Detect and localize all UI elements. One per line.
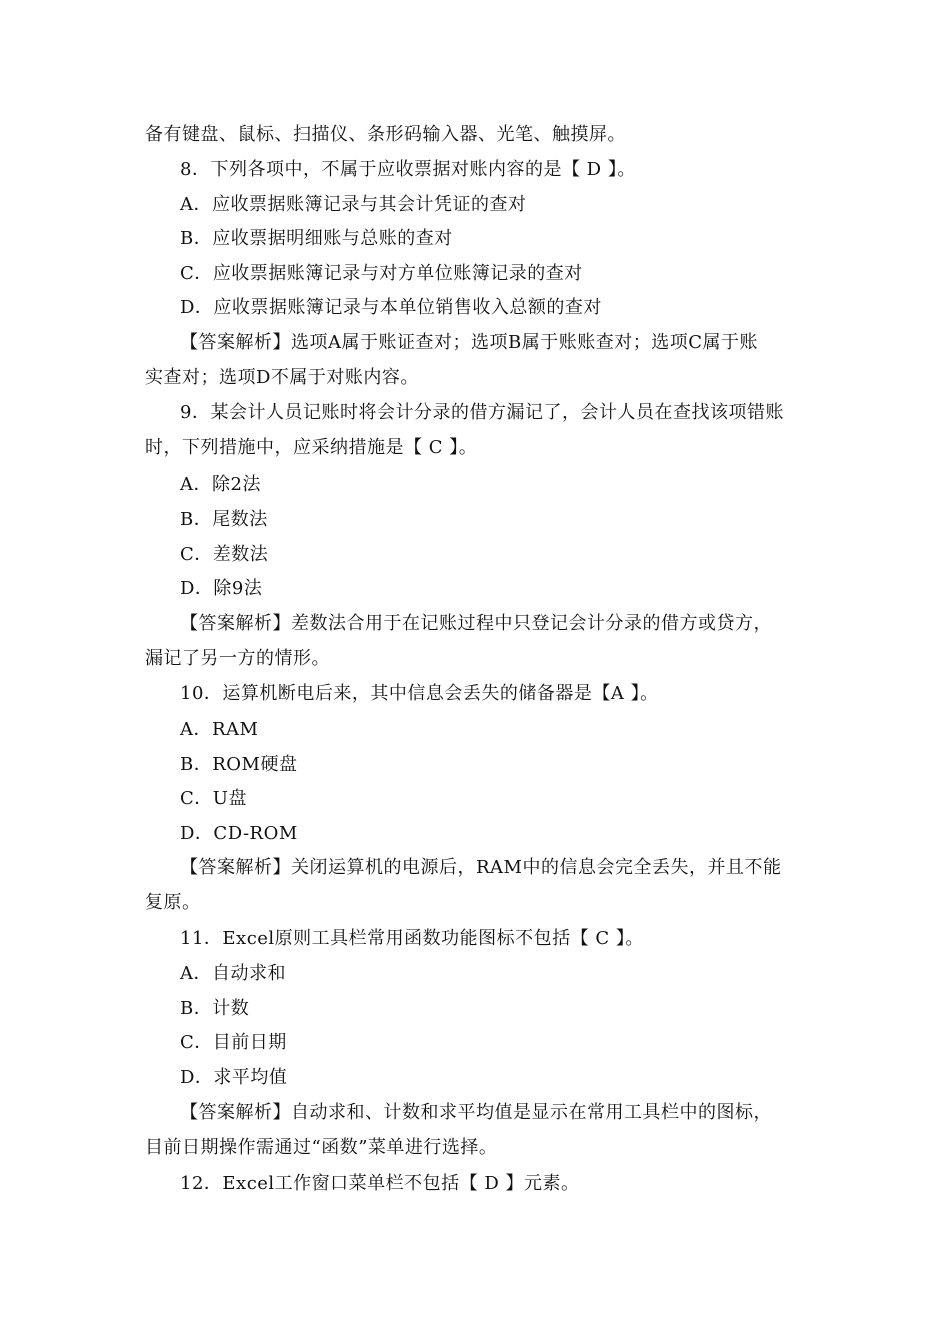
question-8-analysis: 【答案解析】选项A属于账证查对；选项B属于账账查对；选项C属于账 (180, 332, 758, 353)
question-8: 8．下列各项中，不属于应收票据对账内容的是【 D 】。 (180, 159, 636, 180)
question-11-option-c: C．目前日期 (180, 1032, 287, 1053)
question-10-option-d: D．CD-ROM (180, 823, 298, 844)
question-10-analysis: 【答案解析】关闭运算机的电源后，RAM中的信息会完全丢失，并且不能 (180, 857, 782, 878)
question-9-option-c: C．差数法 (180, 544, 269, 565)
question-9-option-b: B．尾数法 (180, 509, 268, 530)
question-8-option-a: A．应收票据账簿记录与其会计凭证的查对 (180, 194, 527, 215)
question-11-analysis-continued: 目前日期操作需通过“函数”菜单进行选择。 (145, 1137, 498, 1158)
question-10-analysis-continued: 复原。 (145, 892, 201, 913)
question-9-analysis: 【答案解析】差数法合用于在记账过程中只登记会计分录的借方或贷方， (180, 613, 772, 634)
question-11-option-b: B．计数 (180, 998, 250, 1019)
paragraph-continuation: 备有键盘、鼠标、扫描仪、条形码输入器、光笔、触摸屏。 (145, 124, 626, 145)
question-10-option-b: B．ROM硬盘 (180, 754, 298, 775)
question-8-option-d: D．应收票据账簿记录与本单位销售收入总额的查对 (180, 297, 602, 318)
question-9-analysis-continued: 漏记了另一方的情形。 (145, 648, 330, 669)
question-9: 9．某会计人员记账时将会计分录的借方漏记了，会计人员在查找该项错账 (180, 402, 784, 423)
question-12: 12．Excel工作窗口菜单栏不包括【 D 】元素。 (180, 1173, 580, 1194)
question-8-option-c: C．应收票据账簿记录与对方单位账簿记录的查对 (180, 263, 583, 284)
question-9-option-d: D．除9法 (180, 578, 263, 599)
question-8-option-b: B．应收票据明细账与总账的查对 (180, 228, 453, 249)
question-11: 11．Excel原则工具栏常用函数功能图标不包括【 C 】。 (180, 928, 644, 949)
question-11-option-d: D．求平均值 (180, 1067, 288, 1088)
question-8-analysis-continued: 实查对；选项D不属于对账内容。 (145, 367, 419, 388)
question-10-option-c: C．U盘 (180, 788, 247, 809)
question-11-option-a: A．自动求和 (180, 963, 286, 984)
question-10-option-a: A．RAM (180, 719, 259, 740)
question-9-continued: 时，下列措施中，应采纳措施是【 C 】。 (145, 437, 478, 458)
question-11-analysis: 【答案解析】自动求和、计数和求平均值是显示在常用工具栏中的图标， (180, 1102, 772, 1123)
question-9-option-a: A．除2法 (180, 474, 261, 495)
question-10: 10．运算机断电后来，其中信息会丢失的储备器是【A 】。 (180, 683, 659, 704)
